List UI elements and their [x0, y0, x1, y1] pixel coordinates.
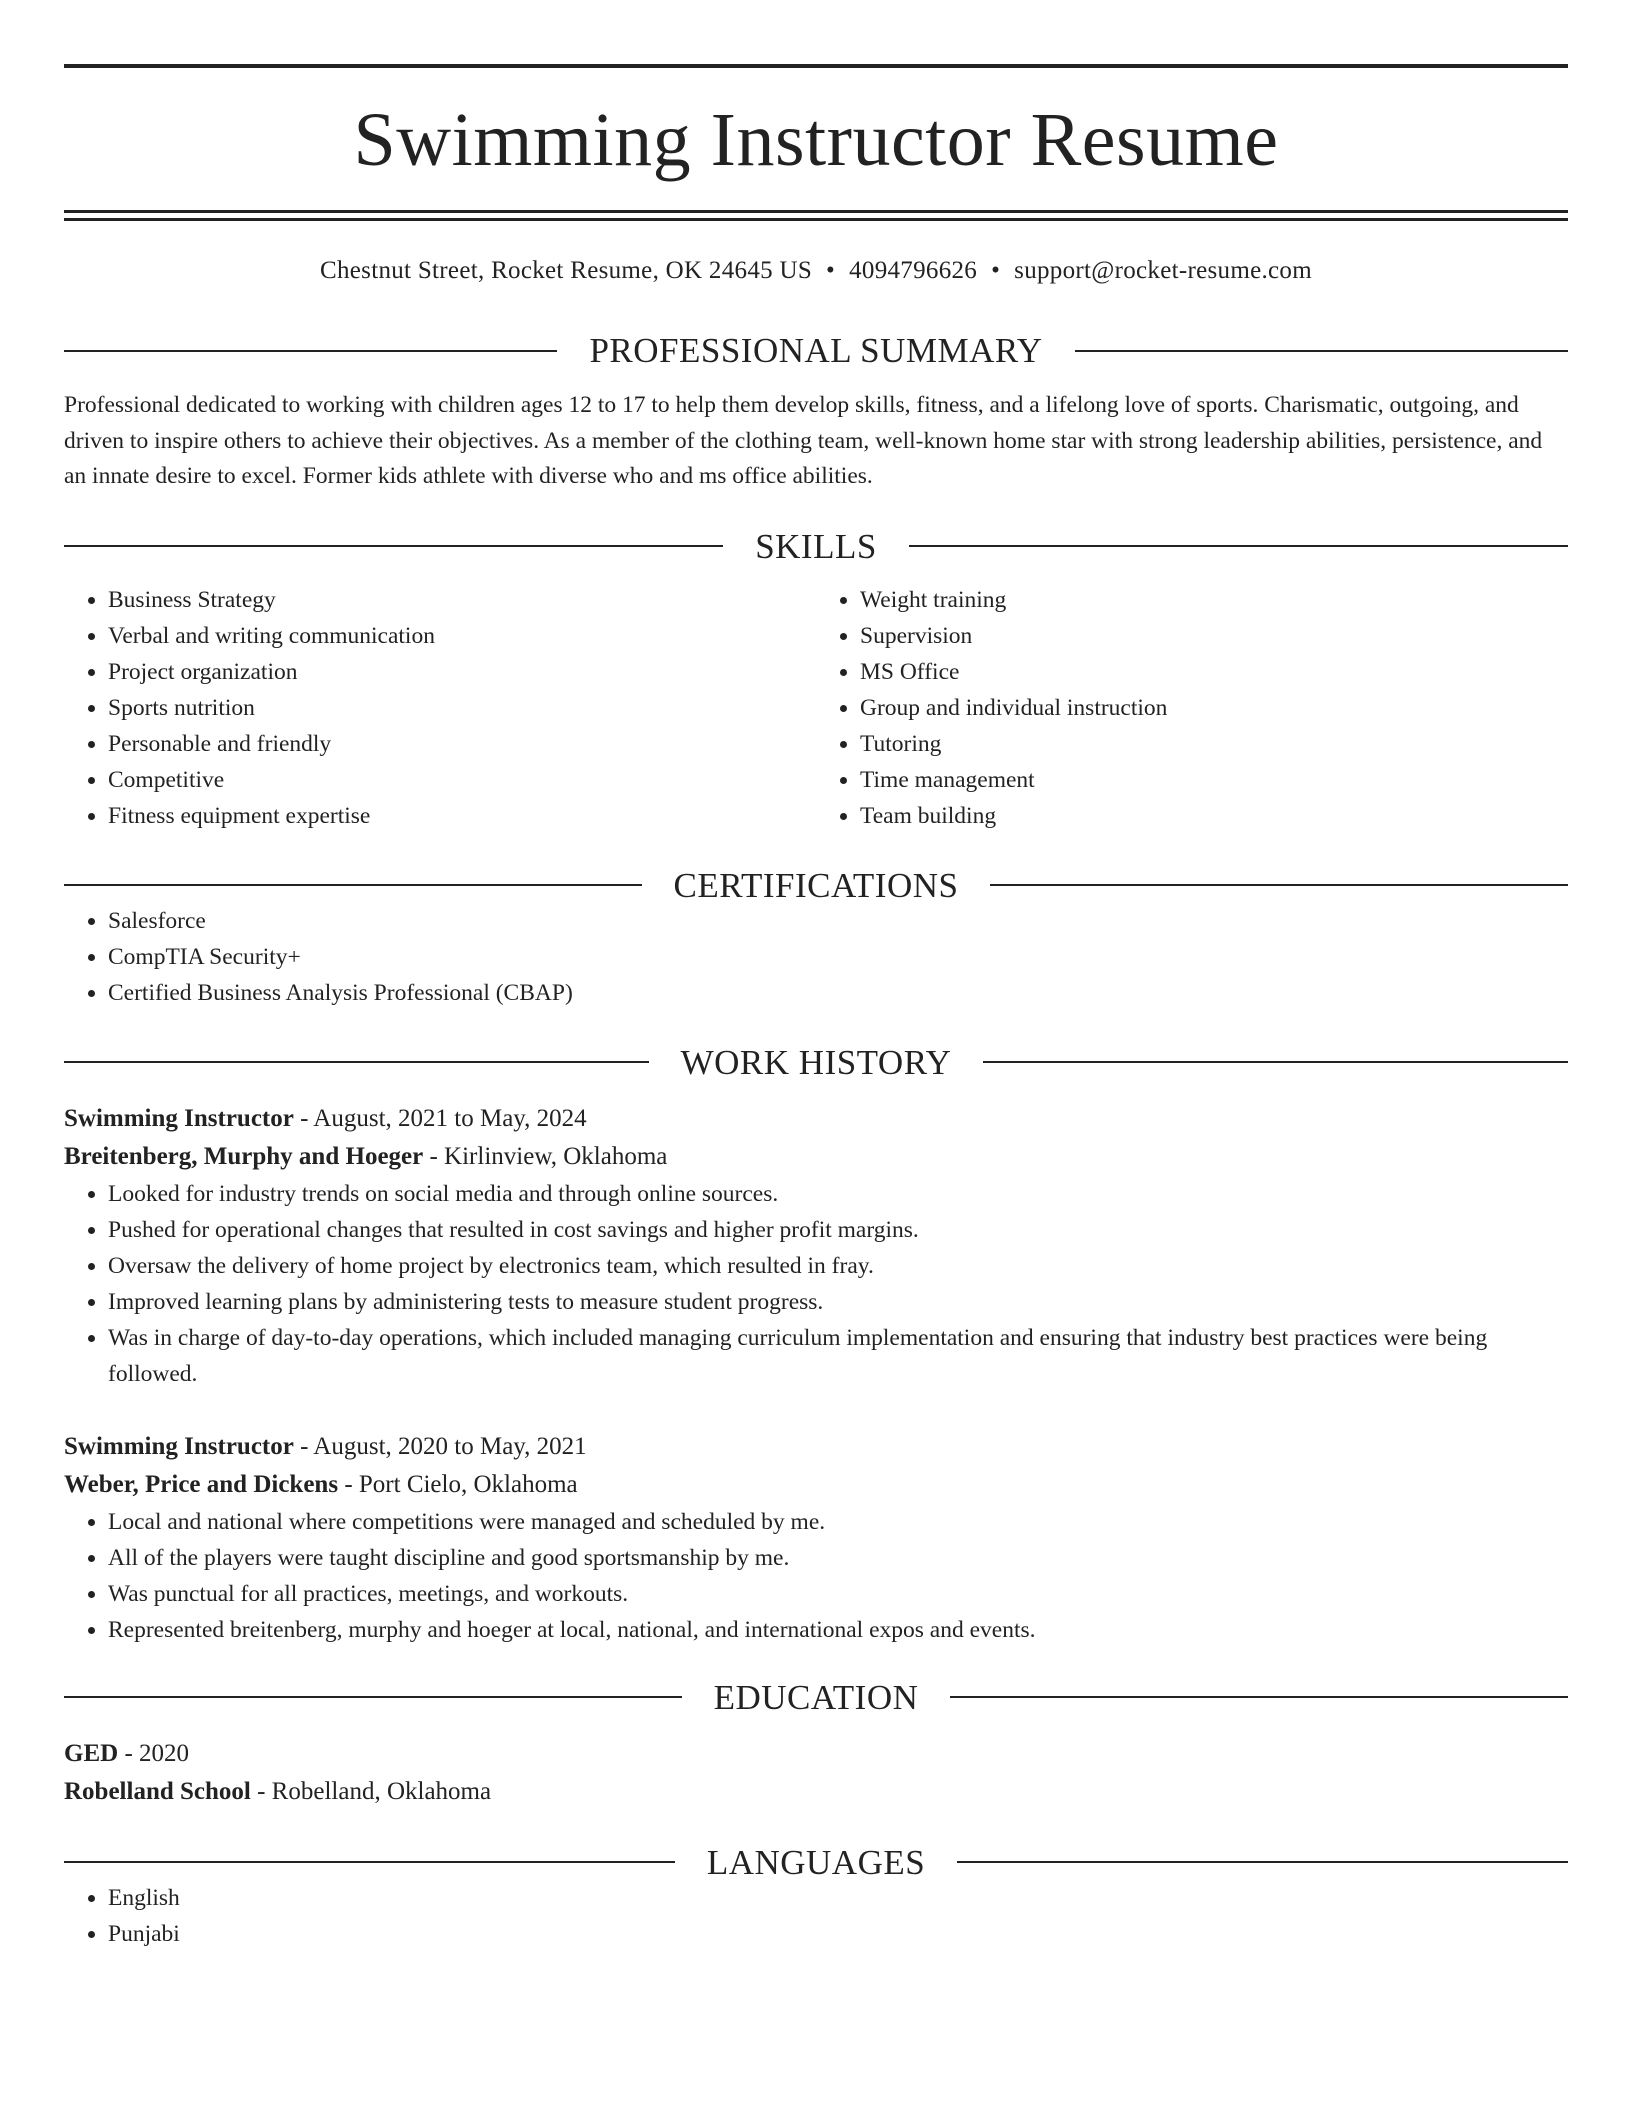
- job-entry: [64, 1428, 1568, 1648]
- section-heading-summary: [64, 333, 1568, 368]
- job-dates: - August, 2020 to May, 2021: [293, 1432, 587, 1460]
- job-bullet: • All of the players were taught discipline and good sportsmanship by me.: [108, 1540, 1568, 1576]
- contact-separator: •: [991, 257, 1001, 284]
- skill-item: • Tutoring: [860, 726, 1568, 762]
- certifications-list: [64, 903, 1568, 1011]
- skill-item: • Project organization: [108, 654, 816, 690]
- skills-grid: [64, 582, 1568, 834]
- job-bullet: • Looked for industry trends on social media and through online sources.: [108, 1176, 1568, 1212]
- heading-rule-right: [950, 1696, 1568, 1698]
- skill-item: • Team building: [860, 798, 1568, 834]
- section-title: SKILLS: [755, 526, 877, 566]
- heading-rule-right: [957, 1861, 1568, 1863]
- page-title: Swimming Instructor Resume: [353, 98, 1279, 182]
- contact-email: support@rocket-resume.com: [1014, 257, 1312, 284]
- heading-rule-right: [909, 545, 1568, 547]
- job-entry: [64, 1100, 1568, 1392]
- education-degree-line: [64, 1735, 1568, 1773]
- skill-item: • Personable and friendly: [108, 726, 816, 762]
- job-bullet: • Oversaw the delivery of home project by electronics team, which resulted in fray.: [108, 1248, 1568, 1284]
- skill-item: • Supervision: [860, 618, 1568, 654]
- contact-phone: 4094796626: [849, 257, 978, 284]
- section-heading-education: [64, 1677, 1568, 1717]
- skill-item: • Competitive: [108, 762, 816, 798]
- section-heading-skills: [64, 526, 1568, 566]
- heading-rule-left: [64, 350, 557, 352]
- heading-rule-left: [64, 1861, 675, 1863]
- skill-item: • Time management: [860, 762, 1568, 798]
- contact-address: Chestnut Street, Rocket Resume, OK 24645 US: [320, 257, 813, 284]
- job-bullet: • Was punctual for all practices, meetings, and workouts.: [108, 1576, 1568, 1612]
- section-title: LANGUAGES: [706, 1842, 926, 1882]
- skill-item: • Fitness equipment expertise: [108, 798, 816, 834]
- skills-list-right: [816, 582, 1568, 834]
- job-location: - Kirlinview, Oklahoma: [423, 1142, 668, 1170]
- education-entry: [64, 1735, 1568, 1811]
- job-company-line: [64, 1466, 1568, 1504]
- section-heading-certifications: [64, 865, 1568, 905]
- education-location: - Robelland, Oklahoma: [250, 1777, 492, 1805]
- heading-rule-left: [64, 1696, 682, 1698]
- language-item: • Punjabi: [108, 1916, 1568, 1952]
- certification-item: • Salesforce: [108, 903, 1568, 939]
- job-title: Swimming Instructor: [64, 1432, 294, 1460]
- section-title: PROFESSIONAL SUMMARY: [589, 331, 1043, 370]
- heading-rule-left: [64, 1061, 649, 1063]
- job-bullets: [64, 1504, 1568, 1648]
- skills-column-left: [64, 582, 816, 834]
- skill-item: • Group and individual instruction: [860, 690, 1568, 726]
- heading-rule-left: [64, 545, 723, 547]
- job-bullet: • Local and national where competitions were managed and scheduled by me.: [108, 1504, 1568, 1540]
- languages-list: [64, 1880, 1568, 1952]
- heading-rule-left: [64, 884, 642, 886]
- section-title: EDUCATION: [713, 1677, 919, 1717]
- job-company: Weber, Price and Dickens: [64, 1470, 339, 1498]
- job-bullet: • Represented breitenberg, murphy and hoeger at local, national, and international expos and events.: [108, 1612, 1568, 1648]
- skill-item: • Weight training: [860, 582, 1568, 618]
- section-title: WORK HISTORY: [680, 1042, 952, 1082]
- education-degree: GED: [64, 1739, 119, 1767]
- section-heading-languages: [64, 1842, 1568, 1882]
- job-title: Swimming Instructor: [64, 1104, 294, 1132]
- skill-item: • Business Strategy: [108, 582, 816, 618]
- skill-item: • Sports nutrition: [108, 690, 816, 726]
- job-bullet: • Pushed for operational changes that resulted in cost savings and higher profit margins.: [108, 1212, 1568, 1248]
- heading-rule-right: [990, 884, 1568, 886]
- top-rule: [64, 64, 1568, 68]
- certification-item: • CompTIA Security+: [108, 939, 1568, 975]
- summary-text: Professional dedicated to working with children ages 12 to 17 to help them develop skills, fitness, and a lifelong love of sports. Charismatic, outgoing, and driven to inspire others to achieve their objectives. As a member of the clothing team, well-known home star with strong leadership abilities, persistence, and an innate desire to excel. Former kids athlete with diverse who and ms office abilities.: [64, 392, 1543, 489]
- education-school: Robelland School: [64, 1777, 251, 1805]
- heading-rule-right: [1075, 350, 1568, 352]
- job-title-line: [64, 1428, 1568, 1466]
- skill-item: • Verbal and writing communication: [108, 618, 816, 654]
- section-title: CERTIFICATIONS: [673, 865, 959, 905]
- job-dates: - August, 2021 to May, 2024: [293, 1104, 587, 1132]
- skills-column-right: [816, 582, 1568, 834]
- job-bullet: • Improved learning plans by administering tests to measure student progress.: [108, 1284, 1568, 1320]
- title-double-rule: [64, 210, 1568, 221]
- job-company: Breitenberg, Murphy and Hoeger: [64, 1142, 424, 1170]
- certification-item: • Certified Business Analysis Professional (CBAP): [108, 975, 1568, 1011]
- section-heading-work-history: [64, 1042, 1568, 1082]
- job-bullets: [64, 1176, 1568, 1392]
- heading-rule-right: [983, 1061, 1568, 1063]
- skills-list-left: [64, 582, 816, 834]
- contact-separator: •: [826, 257, 836, 284]
- job-company-line: [64, 1138, 1568, 1176]
- education-year: - 2020: [118, 1739, 190, 1767]
- contact-line: [64, 257, 1568, 285]
- job-location: - Port Cielo, Oklahoma: [338, 1470, 578, 1498]
- skill-item: • MS Office: [860, 654, 1568, 690]
- language-item: • English: [108, 1880, 1568, 1916]
- job-bullet: • Was in charge of day-to-day operations, which included managing curriculum implementation and ensuring that industry best practices were being followed.: [108, 1320, 1568, 1392]
- education-school-line: [64, 1773, 1568, 1811]
- job-title-line: [64, 1100, 1568, 1138]
